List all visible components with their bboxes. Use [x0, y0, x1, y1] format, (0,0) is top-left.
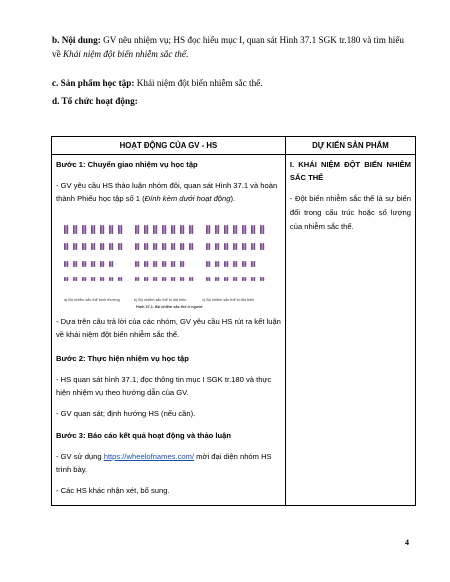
- chromosome-mark: [135, 277, 137, 281]
- chromosome-mark: [64, 261, 66, 267]
- chromosome-mark: [135, 243, 137, 250]
- activity-cell: [52, 155, 286, 506]
- chromosome-mark: [180, 261, 182, 267]
- chromosome-mark: [235, 243, 237, 250]
- chromosome-mark: [164, 277, 166, 281]
- chromosome-mark: [155, 261, 157, 267]
- chromosome-mark: [162, 277, 164, 281]
- step1-title: Bước 1: Chuyển giao nhiệm vụ học tập: [56, 160, 198, 169]
- organize-para: [52, 95, 414, 109]
- chromosome-mark: [182, 243, 184, 250]
- figure-title: Hình 37.1. Bộ nhiễm sắc thể ở người: [136, 305, 203, 309]
- col-header-activity: HOẠT ĐỘNG CỦA GV - HS: [52, 137, 286, 155]
- step3-title: Bước 3: Báo cáo kết quả hoạt động và thảo luận: [56, 431, 232, 440]
- chromosome-mark: [137, 261, 139, 267]
- chromosome-mark: [73, 243, 75, 250]
- chromosome-mark: [111, 225, 113, 234]
- chromosome-mark: [244, 243, 246, 250]
- caption-c: c) Bộ nhiễm sắc thể bị đột biến: [202, 298, 255, 302]
- chromosome-mark: [73, 277, 75, 281]
- chromosome-mark: [206, 225, 208, 234]
- chromosome-mark: [155, 225, 157, 234]
- chromosome-mark: [217, 243, 219, 250]
- chromosome-mark: [242, 277, 244, 281]
- chromosome-mark: [191, 243, 193, 250]
- chromosome-mark: [171, 261, 173, 267]
- chromosome-mark: [215, 225, 217, 234]
- chromosome-mark: [93, 243, 95, 250]
- product-cell: [285, 155, 415, 506]
- chromosome-mark: [144, 243, 146, 250]
- chromosome-mark: [146, 277, 148, 281]
- chromosome-mark: [242, 261, 244, 267]
- chromosome-mark: [111, 277, 113, 281]
- chromosome-mark: [224, 243, 226, 250]
- chromosome-mark: [100, 225, 102, 234]
- chromosome-mark: [120, 243, 122, 250]
- chromosome-mark: [91, 243, 93, 250]
- chromosome-mark: [262, 243, 264, 250]
- product-heading: I. KHÁI NIỆM ĐỘT BIẾN NHIỄM SẮC THỂ: [289, 160, 411, 182]
- chromosome-mark: [73, 261, 75, 267]
- chromosome-mark: [66, 261, 68, 267]
- chromosome-mark: [91, 261, 93, 267]
- chromosome-mark: [217, 277, 219, 281]
- chromosome-mark: [224, 277, 226, 281]
- chromosome-mark: [109, 277, 111, 281]
- chromosome-mark: [91, 277, 93, 281]
- chromosome-mark: [75, 261, 77, 267]
- chromosome-mark: [235, 261, 237, 267]
- chromosome-mark: [146, 225, 148, 234]
- chromosome-mark: [162, 261, 164, 267]
- chromosome-mark: [146, 261, 148, 267]
- chromosome-mark: [73, 225, 75, 234]
- karyotype-panel-c: [206, 225, 264, 281]
- chromosome-mark: [66, 243, 68, 250]
- chromosome-mark: [171, 225, 173, 234]
- chromosome-mark: [217, 261, 219, 267]
- chromosome-mark: [260, 225, 262, 234]
- chromosome-mark: [173, 225, 175, 234]
- chromosome-mark: [244, 225, 246, 234]
- chromosome-mark: [155, 277, 157, 281]
- chromosome-mark: [153, 261, 155, 267]
- chromosome-mark: [251, 243, 253, 250]
- chromosome-mark: [64, 225, 66, 234]
- chromosome-mark: [208, 261, 210, 267]
- chromosome-mark: [224, 225, 226, 234]
- content-text: GV nêu nhiệm vụ; HS đọc hiểu mục I, quan sát Hình 37.1 SGK tr.180 và tìm hiểu về: [52, 35, 405, 59]
- chromosome-mark: [118, 277, 120, 281]
- chromosome-mark: [137, 225, 139, 234]
- step1-text: - GV yêu cầu HS thảo luận nhóm đôi, quan sát Hình 37.1 và hoàn thành Phiếu học tập số 1 (Đính kèm dưới hoạt động).: [56, 181, 278, 203]
- chromosome-mark: [84, 277, 86, 281]
- chromosome-mark: [120, 225, 122, 234]
- chromosome-mark: [153, 277, 155, 281]
- step1-text2: - Dựa trên câu trả lời của các nhóm, GV yêu cầu HS rút ra kết luận về khái niệm đột biến nhiễm sắc thể.: [56, 317, 281, 339]
- product-label: c. Sản phẩm học tập:: [52, 78, 135, 88]
- chromosome-mark: [251, 225, 253, 234]
- chromosome-figure: [56, 213, 281, 311]
- chromosome-mark: [208, 277, 210, 281]
- chromosome-mark: [84, 243, 86, 250]
- chromosome-mark: [251, 261, 253, 267]
- chromosome-mark: [215, 261, 217, 267]
- chromosome-mark: [75, 277, 77, 281]
- step2-title: Bước 2: Thực hiện nhiệm vụ học tập: [56, 354, 189, 363]
- chromosome-mark: [244, 277, 246, 281]
- chromosome-mark: [226, 243, 228, 250]
- chromosome-mark: [109, 261, 111, 267]
- chromosome-mark: [144, 277, 146, 281]
- chromosome-mark: [173, 261, 175, 267]
- karyotype-panel-a: [64, 225, 122, 281]
- chromosome-mark: [260, 243, 262, 250]
- chromosome-mark: [208, 225, 210, 234]
- chromosome-mark: [251, 277, 253, 281]
- chromosome-mark: [144, 225, 146, 234]
- chromosome-mark: [135, 225, 137, 234]
- chromosome-mark: [144, 261, 146, 267]
- chromosome-mark: [102, 243, 104, 250]
- chromosome-mark: [111, 243, 113, 250]
- chromosome-mark: [135, 261, 137, 267]
- karyotype-image: [56, 213, 273, 311]
- chromosome-mark: [242, 243, 244, 250]
- chromosome-mark: [253, 225, 255, 234]
- chromosome-mark: [164, 261, 166, 267]
- chromosome-mark: [84, 261, 86, 267]
- chromosome-mark: [260, 277, 262, 281]
- chromosome-mark: [171, 277, 173, 281]
- content-italic: Khái niệm đột biến nhiễm sắc thể: [62, 48, 186, 59]
- chromosome-mark: [66, 277, 68, 281]
- chromosome-mark: [164, 225, 166, 234]
- chromosome-mark: [206, 243, 208, 250]
- chromosome-mark: [109, 225, 111, 234]
- chromosome-mark: [226, 225, 228, 234]
- col-header-product: DỰ KIẾN SẢN PHẨM: [285, 137, 415, 155]
- step3-text1: - GV sử dụng https://wheelofnames.com/ mời đại diện nhóm HS trình bày.: [56, 452, 272, 474]
- content-para: [52, 34, 414, 61]
- step1-italic: Đính kèm dưới hoạt động: [144, 194, 231, 203]
- product-definition: - Đột biến nhiễm sắc thể là sự biến đổi trong cấu trúc hoặc số lượng của nhiễm sắc thể.: [289, 193, 411, 231]
- chromosome-mark: [189, 277, 191, 281]
- karyotype-panel-b: [135, 225, 193, 281]
- chromosome-mark: [111, 261, 113, 267]
- chromosome-mark: [153, 225, 155, 234]
- chromosome-mark: [253, 261, 255, 267]
- chromosome-mark: [262, 277, 264, 281]
- chromosome-mark: [91, 225, 93, 234]
- chromosome-mark: [93, 225, 95, 234]
- content-label: b. Nội dung:: [52, 35, 101, 45]
- chromosome-mark: [82, 243, 84, 250]
- chromosome-mark: [242, 225, 244, 234]
- step2-text1: - HS quan sát hình 37.1, đọc thông tin mục I SGK tr.180 và thực hiện nhiệm vụ theo hướng dẫn của GV.: [56, 375, 272, 397]
- chromosome-mark: [180, 277, 182, 281]
- chromosome-mark: [253, 277, 255, 281]
- chromosome-mark: [66, 225, 68, 234]
- chromosome-mark: [102, 225, 104, 234]
- chromosome-mark: [226, 277, 228, 281]
- chromosome-mark: [215, 243, 217, 250]
- chromosome-mark: [262, 225, 264, 234]
- chromosome-mark: [162, 225, 164, 234]
- chromosome-mark: [191, 277, 193, 281]
- chromosome-mark: [233, 225, 235, 234]
- chromosome-mark: [180, 225, 182, 234]
- chromosome-mark: [109, 243, 111, 250]
- chromosome-mark: [155, 243, 157, 250]
- chromosome-mark: [182, 261, 184, 267]
- step2-text2: - GV quan sát; định hướng HS (nếu cần).: [56, 409, 196, 418]
- chromosome-mark: [235, 277, 237, 281]
- chromosome-mark: [233, 243, 235, 250]
- chromosome-mark: [206, 261, 208, 267]
- chromosome-mark: [244, 261, 246, 267]
- chromosome-mark: [226, 261, 228, 267]
- chromosome-mark: [233, 261, 235, 267]
- chromosome-mark: [173, 277, 175, 281]
- chromosome-mark: [82, 277, 84, 281]
- chromosome-mark: [100, 277, 102, 281]
- chromosome-mark: [120, 277, 122, 281]
- chromosome-mark: [182, 277, 184, 281]
- chromosome-mark: [233, 277, 235, 281]
- chromosome-mark: [82, 225, 84, 234]
- caption-b: b) Bộ nhiễm sắc thể bị đột biến: [134, 298, 187, 302]
- chromosome-mark: [215, 277, 217, 281]
- chromosome-mark: [206, 277, 208, 281]
- chromosome-mark: [100, 261, 102, 267]
- page-number: 4: [405, 538, 409, 547]
- chromosome-mark: [93, 261, 95, 267]
- chromosome-mark: [137, 243, 139, 250]
- chromosome-mark: [253, 243, 255, 250]
- chromosome-mark: [64, 277, 66, 281]
- caption-a: a) Bộ nhiễm sắc thể bình thường: [64, 298, 120, 302]
- chromosome-mark: [137, 277, 139, 281]
- chromosome-mark: [102, 277, 104, 281]
- chromosome-mark: [171, 243, 173, 250]
- chromosome-mark: [118, 225, 120, 234]
- chromosome-mark: [235, 225, 237, 234]
- chromosome-mark: [217, 225, 219, 234]
- chromosome-mark: [173, 243, 175, 250]
- chromosome-mark: [102, 261, 104, 267]
- step3-text2: - Các HS khác nhận xét, bổ sung.: [56, 486, 170, 495]
- product-text: Khái niệm đột biến nhiễm sắc thể.: [134, 78, 263, 88]
- chromosome-mark: [75, 243, 77, 250]
- chromosome-mark: [189, 225, 191, 234]
- chromosome-mark: [75, 225, 77, 234]
- chromosome-mark: [182, 225, 184, 234]
- chromosome-mark: [64, 243, 66, 250]
- activity-table: [51, 136, 416, 506]
- chromosome-mark: [164, 243, 166, 250]
- chromosome-mark: [100, 243, 102, 250]
- product-para: [52, 77, 414, 91]
- chromosome-mark: [180, 243, 182, 250]
- chromosome-mark: [153, 243, 155, 250]
- chromosome-mark: [208, 243, 210, 250]
- chromosome-mark: [224, 261, 226, 267]
- chromosome-mark: [118, 243, 120, 250]
- organize-label: d. Tổ chức hoạt động:: [52, 96, 138, 106]
- chromosome-mark: [191, 225, 193, 234]
- content-end: .: [185, 48, 189, 59]
- chromosome-mark: [162, 243, 164, 250]
- chromosome-mark: [82, 261, 84, 267]
- chromosome-mark: [84, 225, 86, 234]
- chromosome-mark: [146, 243, 148, 250]
- wheelofnames-link[interactable]: https://wheelofnames.com/: [103, 452, 195, 461]
- chromosome-mark: [93, 277, 95, 281]
- chromosome-mark: [189, 243, 191, 250]
